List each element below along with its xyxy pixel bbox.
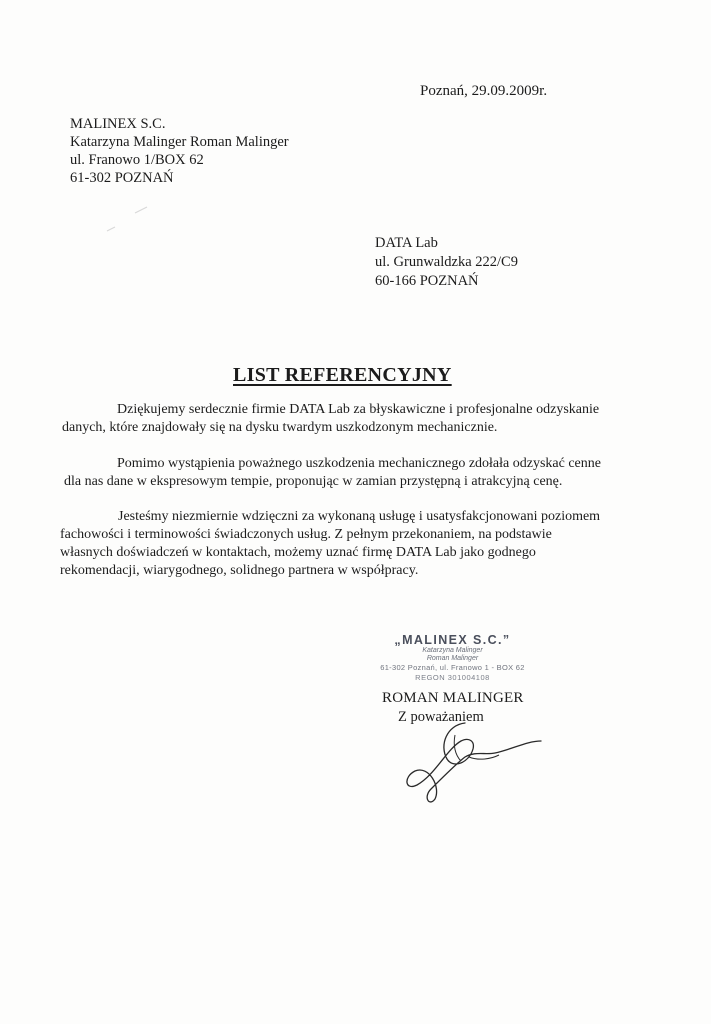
body-paragraph-3 bbox=[60, 508, 600, 580]
body-paragraph-2 bbox=[64, 455, 601, 491]
paragraph-line: Pomimo wystąpienia poważnego uszkodzenia mechanicznego zdołała odzyskać cenne bbox=[117, 456, 601, 471]
body-paragraph-1 bbox=[62, 401, 599, 437]
recipient-city: 60-166 POZNAŃ bbox=[375, 273, 479, 289]
paragraph-line: fachowości i terminowości świadczonych usług. Z pełnym przekonaniem, na podstawie bbox=[60, 527, 552, 542]
letter-title: LIST REFERENCYJNY bbox=[233, 364, 452, 386]
sender-street: ul. Franowo 1/BOX 62 bbox=[70, 152, 204, 168]
stamp-address: 61-302 Poznań, ul. Franowo 1 - BOX 62 bbox=[380, 663, 525, 672]
recipient-address-block bbox=[375, 234, 518, 291]
paper-speck-mark bbox=[105, 205, 165, 235]
paragraph-line: własnych doświadczeń w kontaktach, możemy uznać firmę DATA Lab jako godnego bbox=[60, 545, 536, 560]
stamp-owner-2: Roman Malinger bbox=[426, 655, 479, 662]
paragraph-line: dla nas dane w ekspresowym tempie, proponując w zamian przystępną i atrakcyjną cenę. bbox=[64, 474, 563, 489]
paragraph-line: rekomendacji, wiarygodnego, solidnego partnera w współpracy. bbox=[60, 563, 419, 578]
signer-name: ROMAN MALINGER bbox=[382, 690, 524, 706]
company-stamp bbox=[365, 633, 540, 683]
sender-names: Katarzyna Malinger Roman Malinger bbox=[70, 134, 289, 150]
paragraph-line: danych, które znajdowały się na dysku twardym uszkodzonym mechanicznie. bbox=[62, 420, 498, 435]
sender-address-block bbox=[70, 115, 289, 187]
paragraph-line: Jesteśmy niezmiernie wdzięczni za wykonaną usługę i usatysfakcjonowani poziomem bbox=[118, 509, 601, 524]
stamp-regon: REGON 301004108 bbox=[415, 673, 490, 682]
handwritten-signature bbox=[395, 715, 545, 805]
sender-city: 61-302 POZNAŃ bbox=[70, 170, 174, 186]
sender-company: MALINEX S.C. bbox=[70, 116, 166, 132]
letter-date: Poznań, 29.09.2009r. bbox=[420, 83, 548, 99]
recipient-company: DATA Lab bbox=[375, 235, 438, 251]
closing-salutation: Z poważaniem bbox=[398, 709, 484, 725]
recipient-street: ul. Grunwaldzka 222/C9 bbox=[375, 254, 518, 270]
stamp-owner-1: Katarzyna Malinger bbox=[422, 647, 483, 654]
paragraph-line: Dziękujemy serdecznie firmie DATA Lab za błyskawiczne i profesjonalne odzyskanie bbox=[117, 402, 600, 417]
stamp-company-name: „MALINEX S.C.” bbox=[394, 633, 511, 647]
